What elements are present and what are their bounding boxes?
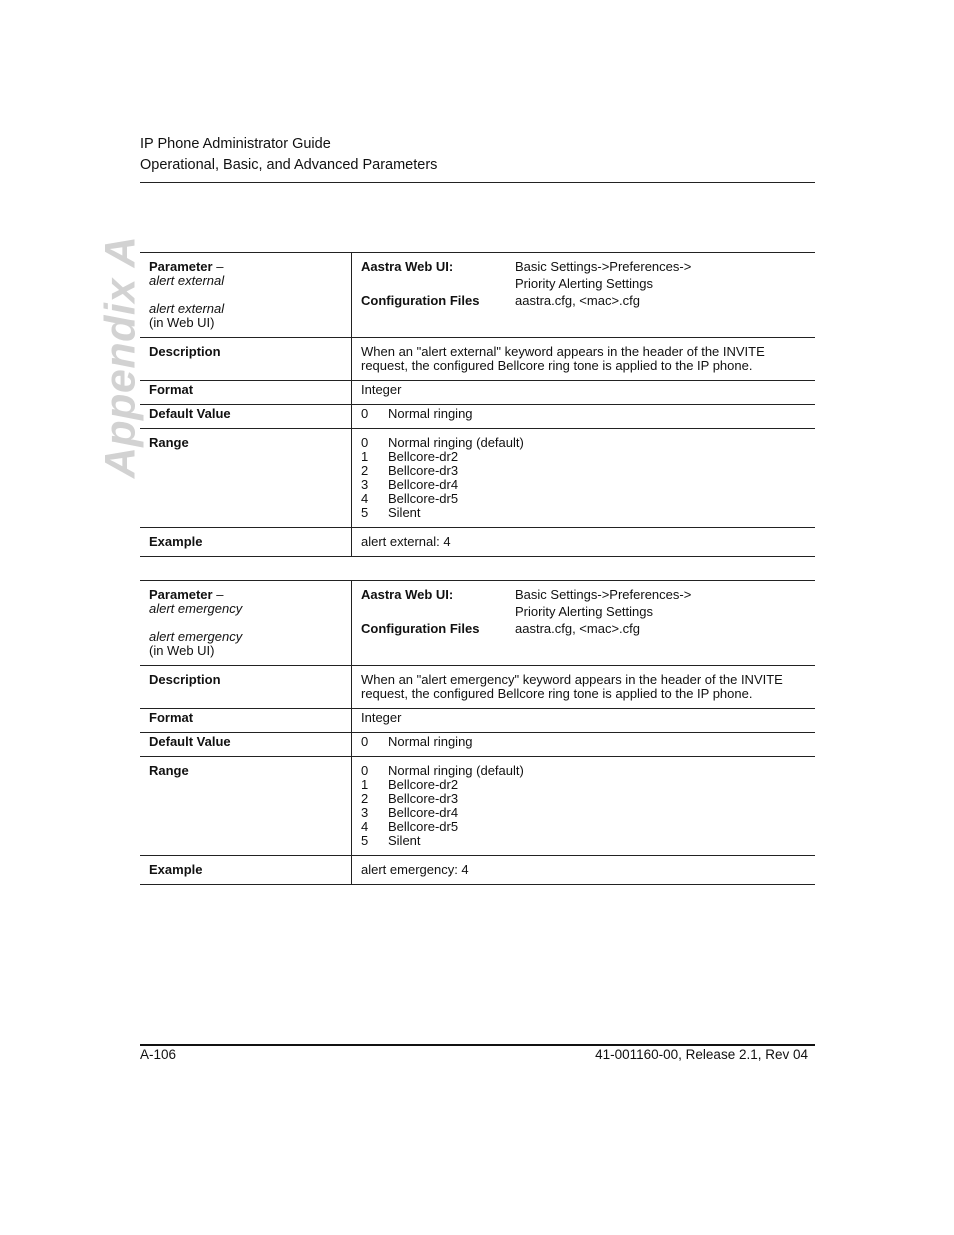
description-text: When an "alert emergency" keyword appears in the header of the INVITE request, the configured Bellcore ring tone is applied to the IP phone. [352, 666, 816, 709]
header-divider [140, 182, 815, 183]
header-subtitle: Operational, Basic, and Advanced Parameters [140, 157, 438, 173]
page-header [140, 134, 815, 176]
table-row [140, 253, 815, 338]
range-item [361, 478, 806, 492]
table-row [140, 733, 815, 757]
table-row [140, 381, 815, 405]
range-item [361, 450, 806, 464]
header-title: IP Phone Administrator Guide [140, 136, 331, 152]
example-value: alert emergency: 4 [352, 856, 816, 885]
parameter-name: alert external [149, 273, 225, 288]
range-text: Silent [388, 833, 421, 848]
config-files-label: Configuration Files [361, 293, 480, 308]
range-number: 0 [361, 435, 369, 450]
default-text: Normal ringing [388, 406, 473, 421]
range-text: Bellcore-dr4 [388, 805, 459, 820]
range-number: 2 [361, 791, 369, 806]
range-text: Bellcore-dr3 [388, 463, 459, 478]
appendix-side-tab [96, 235, 145, 479]
range-number: 1 [361, 449, 369, 464]
range-number: 0 [361, 763, 369, 778]
range-item [361, 764, 806, 778]
webui-suffix: (in Web UI) [149, 643, 215, 658]
web-ui-path-line2: Priority Alerting Settings [515, 276, 654, 291]
appendix-side-label: Appendix A [96, 235, 145, 479]
range-number: 4 [361, 819, 369, 834]
config-files-value: aastra.cfg, <mac>.cfg [515, 293, 641, 308]
format-value: Integer [352, 381, 816, 405]
webui-suffix: (in Web UI) [149, 315, 215, 330]
range-text: Bellcore-dr5 [388, 819, 459, 834]
parameter-dash: – [212, 587, 224, 602]
range-values [352, 757, 816, 856]
webui-parameter-name: alert external [149, 301, 225, 316]
table-row [140, 405, 815, 429]
range-number: 1 [361, 777, 369, 792]
table-row [140, 666, 815, 709]
description-label: Description [140, 338, 352, 381]
table-row [140, 709, 815, 733]
table-row [140, 856, 815, 885]
web-ui-path-line1: Basic Settings->Preferences-> [515, 587, 692, 602]
range-item [361, 792, 806, 806]
location-cell [352, 253, 816, 338]
table-row [140, 429, 815, 528]
range-number: 5 [361, 505, 369, 520]
default-value-label: Default Value [140, 405, 352, 429]
web-ui-label: Aastra Web UI: [361, 587, 454, 602]
format-label: Format [140, 709, 352, 733]
range-item [361, 506, 806, 520]
web-ui-path-line1: Basic Settings->Preferences-> [515, 259, 692, 274]
range-text: Silent [388, 505, 421, 520]
default-value [352, 405, 816, 429]
range-text: Bellcore-dr2 [388, 777, 459, 792]
parameter-label: Parameter [149, 587, 213, 602]
parameter-name: alert emergency [149, 601, 243, 616]
config-files-label: Configuration Files [361, 621, 480, 636]
range-label: Range [140, 429, 352, 528]
parameter-dash: – [212, 259, 224, 274]
range-number: 3 [361, 477, 369, 492]
table-row [140, 757, 815, 856]
range-text: Bellcore-dr3 [388, 791, 459, 806]
config-files-value: aastra.cfg, <mac>.cfg [515, 621, 641, 636]
range-text: Normal ringing (default) [388, 435, 524, 450]
location-cell [352, 581, 816, 666]
footer-divider [140, 1044, 815, 1046]
document-id: 41-001160-00, Release 2.1, Rev 04 [595, 1047, 808, 1062]
range-item [361, 806, 806, 820]
page-number: A-106 [140, 1047, 177, 1062]
parameter-table-alert-emergency [140, 580, 815, 885]
range-text: Bellcore-dr5 [388, 491, 459, 506]
parameter-label: Parameter [149, 259, 213, 274]
default-number: 0 [361, 734, 369, 749]
table-row [140, 338, 815, 381]
web-ui-label: Aastra Web UI: [361, 259, 454, 274]
web-ui-path-line2: Priority Alerting Settings [515, 604, 654, 619]
description-label: Description [140, 666, 352, 709]
default-value-label: Default Value [140, 733, 352, 757]
range-number: 5 [361, 833, 369, 848]
range-item [361, 436, 806, 450]
table-row [140, 528, 815, 557]
description-text: When an "alert external" keyword appears in the header of the INVITE request, the configured Bellcore ring tone is applied to the IP phone. [352, 338, 816, 381]
range-text: Bellcore-dr2 [388, 449, 459, 464]
example-value: alert external: 4 [352, 528, 816, 557]
parameter-cell [140, 581, 352, 666]
default-value [352, 733, 816, 757]
default-text: Normal ringing [388, 734, 473, 749]
range-item [361, 820, 806, 834]
range-number: 2 [361, 463, 369, 478]
table-row [140, 581, 815, 666]
parameter-cell [140, 253, 352, 338]
webui-parameter-name: alert emergency [149, 629, 243, 644]
example-label: Example [140, 856, 352, 885]
default-number: 0 [361, 406, 369, 421]
range-number: 4 [361, 491, 369, 506]
example-label: Example [140, 528, 352, 557]
range-item [361, 464, 806, 478]
range-item [361, 834, 806, 848]
range-item [361, 778, 806, 792]
format-value: Integer [352, 709, 816, 733]
range-text: Normal ringing (default) [388, 763, 524, 778]
range-label: Range [140, 757, 352, 856]
range-values [352, 429, 816, 528]
format-label: Format [140, 381, 352, 405]
range-item [361, 492, 806, 506]
parameter-table-alert-external [140, 252, 815, 557]
range-text: Bellcore-dr4 [388, 477, 459, 492]
range-number: 3 [361, 805, 369, 820]
